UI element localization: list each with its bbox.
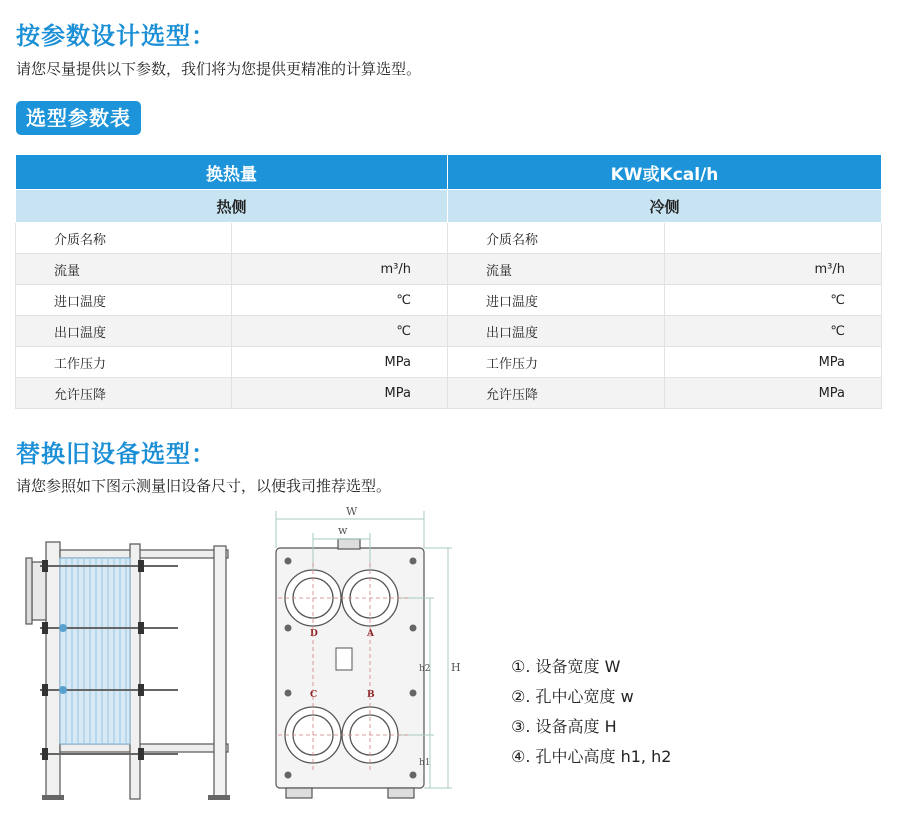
cold-row-label: 介质名称	[448, 223, 665, 254]
dim-label-H: H	[451, 661, 461, 674]
side-view-drawing	[20, 532, 245, 804]
hot-side-header: 热侧	[16, 190, 448, 223]
table-row	[16, 347, 882, 378]
selection-parameter-table	[15, 154, 882, 409]
table-badge: 选型参数表	[16, 101, 141, 135]
section-description-replacement: 请您参照如下图示测量旧设备尺寸，以便我司推荐选型。	[16, 477, 392, 495]
side-header-row	[16, 190, 882, 223]
hot-row-value[interactable]	[232, 223, 448, 254]
hot-row-label: 出口温度	[16, 316, 232, 347]
table-header-row	[16, 155, 882, 190]
port-label: B	[367, 690, 375, 700]
hot-row-value[interactable]: ℃	[232, 285, 448, 316]
cold-row-label: 允许压降	[448, 378, 665, 409]
table-row	[16, 223, 882, 254]
cold-row-value[interactable]: ℃	[665, 285, 882, 316]
heat-load-label: 换热量	[16, 155, 448, 190]
hot-row-label: 工作压力	[16, 347, 232, 378]
dim-label-W: W	[346, 505, 358, 518]
section-description-parameter: 请您尽量提供以下参数，我们将为您提供更精准的计算选型。	[16, 60, 422, 78]
table-row	[16, 316, 882, 347]
hot-row-value[interactable]: MPa	[232, 347, 448, 378]
port-label: C	[310, 690, 318, 700]
legend-item: ②. 孔中心宽度 w	[511, 687, 634, 706]
table-row	[16, 285, 882, 316]
front-view-drawing	[268, 503, 468, 805]
hot-row-value[interactable]: ℃	[232, 316, 448, 347]
port-label: A	[367, 629, 374, 639]
name-plate	[336, 648, 352, 670]
dim-label-h1: h1	[419, 758, 431, 768]
heat-load-unit: KW或Kcal/h	[448, 155, 882, 190]
cold-row-value[interactable]: MPa	[665, 347, 882, 378]
top-guide-bar	[60, 550, 228, 558]
port-label: D	[310, 629, 318, 639]
dim-label-w: w	[338, 524, 348, 537]
hot-row-value[interactable]: MPa	[232, 378, 448, 409]
cold-row-label: 流量	[448, 254, 665, 285]
hot-row-label: 介质名称	[16, 223, 232, 254]
support-column	[214, 546, 226, 796]
section-title-replacement: 替换旧设备选型：	[16, 440, 216, 468]
table-row	[16, 254, 882, 285]
hot-row-label: 进口温度	[16, 285, 232, 316]
hot-row-value[interactable]: m³/h	[232, 254, 448, 285]
cold-row-label: 出口温度	[448, 316, 665, 347]
cold-row-value[interactable]: m³/h	[665, 254, 882, 285]
legend-item: ③. 设备高度 H	[511, 717, 617, 736]
dimension-legend	[511, 652, 671, 772]
cold-row-label: 进口温度	[448, 285, 665, 316]
legend-item: ④. 孔中心高度 h1, h2	[511, 747, 672, 766]
pressure-plate	[130, 544, 140, 799]
cold-side-header: 冷侧	[448, 190, 882, 223]
cold-row-label: 工作压力	[448, 347, 665, 378]
dim-label-h2: h2	[419, 664, 431, 674]
table-row	[16, 378, 882, 409]
cold-row-value[interactable]: ℃	[665, 316, 882, 347]
hot-row-label: 流量	[16, 254, 232, 285]
cold-row-value[interactable]	[665, 223, 882, 254]
hot-row-label: 允许压降	[16, 378, 232, 409]
plate-pack	[60, 558, 130, 744]
cold-row-value[interactable]: MPa	[665, 378, 882, 409]
legend-item: ①. 设备宽度 W	[511, 657, 621, 676]
section-title-parameter: 按参数设计选型：	[16, 22, 216, 50]
fixed-frame-plate	[46, 542, 60, 797]
